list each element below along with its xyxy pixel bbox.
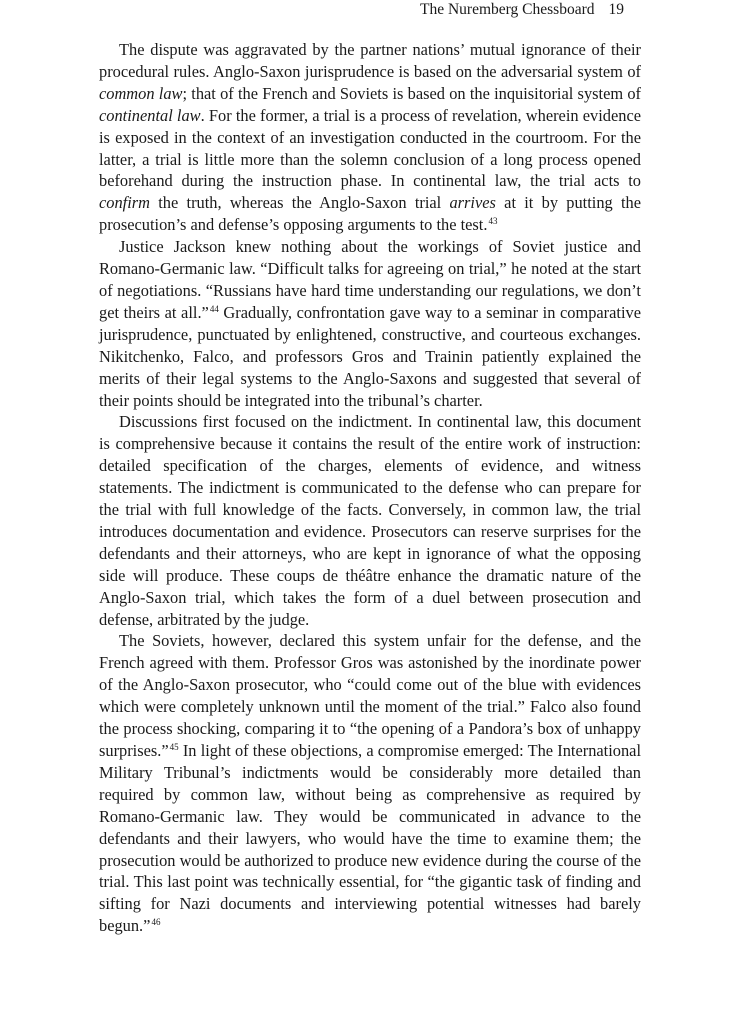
footnote-ref: 43 bbox=[488, 216, 498, 227]
text-run: Gradually, confrontation gave way to a seminar in comparative jurisprudence, punctuated by enlightened, constructive, and courteous exchanges. Nikitchenko, Falco, and professors Gros and Trainin patiently explained the merits of their legal systems to the Anglo-Saxons and suggested that several of their points should be integrated into the tribunal’s charter. bbox=[99, 302, 641, 410]
running-title: The Nuremberg Chessboard bbox=[420, 1, 595, 18]
italic-text: continental law bbox=[99, 105, 201, 125]
text-run: ; that of the French and Soviets is based on the inquisitorial system of bbox=[182, 83, 641, 103]
italic-text: common law bbox=[99, 83, 183, 103]
footnote-ref: 46 bbox=[151, 917, 161, 928]
text-run: The Soviets, however, declared this system unfair for the defense, and the French agreed with them. Professor Gros was astonished by the inordinate power of the Anglo-Saxon prosecutor, who “could come out of the blue with evidences which were completely unknown until the moment of the trial.” Falco also found the process shocking, comparing it to “the opening of a Pandora’s box of unhappy surprises.” bbox=[99, 631, 641, 760]
body-text bbox=[99, 39, 641, 937]
italic-text: arrives bbox=[449, 193, 496, 213]
text-run: Justice Jackson knew nothing about the workings of Soviet justice and Romano-Germanic law. “Difficult talks for agreeing on trial,” he noted at the start of negotiations. “Russians have hard time understanding our regulations, we don’t get theirs at all.” bbox=[99, 237, 641, 322]
italic-text: confirm bbox=[99, 193, 150, 213]
paragraph bbox=[99, 39, 641, 236]
text-run: The dispute was aggravated by the partner nations’ mutual ignorance of their procedural rules. Anglo-Saxon jurisprudence is based on the adversarial system of bbox=[99, 40, 641, 81]
footnote-ref: 44 bbox=[209, 303, 219, 314]
paragraph bbox=[99, 630, 641, 937]
page-number: 19 bbox=[608, 1, 624, 18]
footnote-ref: 45 bbox=[169, 742, 179, 752]
text-run: . For the former, a trial is a process of revelation, wherein evidence is exposed in the context of an investigation conducted in the courtroom. For the latter, a trial is little more than the solemn conclusion of a long process opened beforehand during the instruction phase. In continental law, the trial acts to bbox=[99, 105, 641, 191]
text-run: at it by putting the prosecution’s and defense’s opposing arguments to the test. bbox=[99, 193, 641, 235]
text-run: Discussions first focused on the indictment. In continental law, this document is comprehensive because it contains the result of the entire work of instruction: detailed specification of the charges, elements of evidence, and witness statements. The indictment is communicated to the defense who can prepare for the trial with full knowledge of the facts. Conversely, in common law, the trial introduces documentation and evidence. Prosecutors can reserve surprises for the defendants and their attorneys, who are kept in ignorance of what the opposing side will produce. These coups de théâtre enhance the dramatic nature of the Anglo-Saxon trial, which takes the form of a duel between prosecution and defense, arbitrated by the judge. bbox=[99, 412, 641, 629]
text-run: the truth, whereas the Anglo-Saxon trial bbox=[150, 193, 450, 213]
text-run: In light of these objections, a compromise emerged: The International Military Tribunal’s indictments would be considerably more detailed than required by common law, without being as comprehensive as required by Romano-Germanic law. They would be communicated in advance to the defendants and their lawyers, who would have the time to examine them; the prosecution would be authorized to produce new evidence during the course of the trial. This last point was technically essential, for “the gigantic task of finding and sifting for Nazi documents and interviewing potential witnesses had barely begun.” bbox=[99, 741, 641, 936]
running-head bbox=[420, 0, 624, 20]
paragraph bbox=[99, 411, 641, 630]
paragraph bbox=[99, 236, 641, 411]
